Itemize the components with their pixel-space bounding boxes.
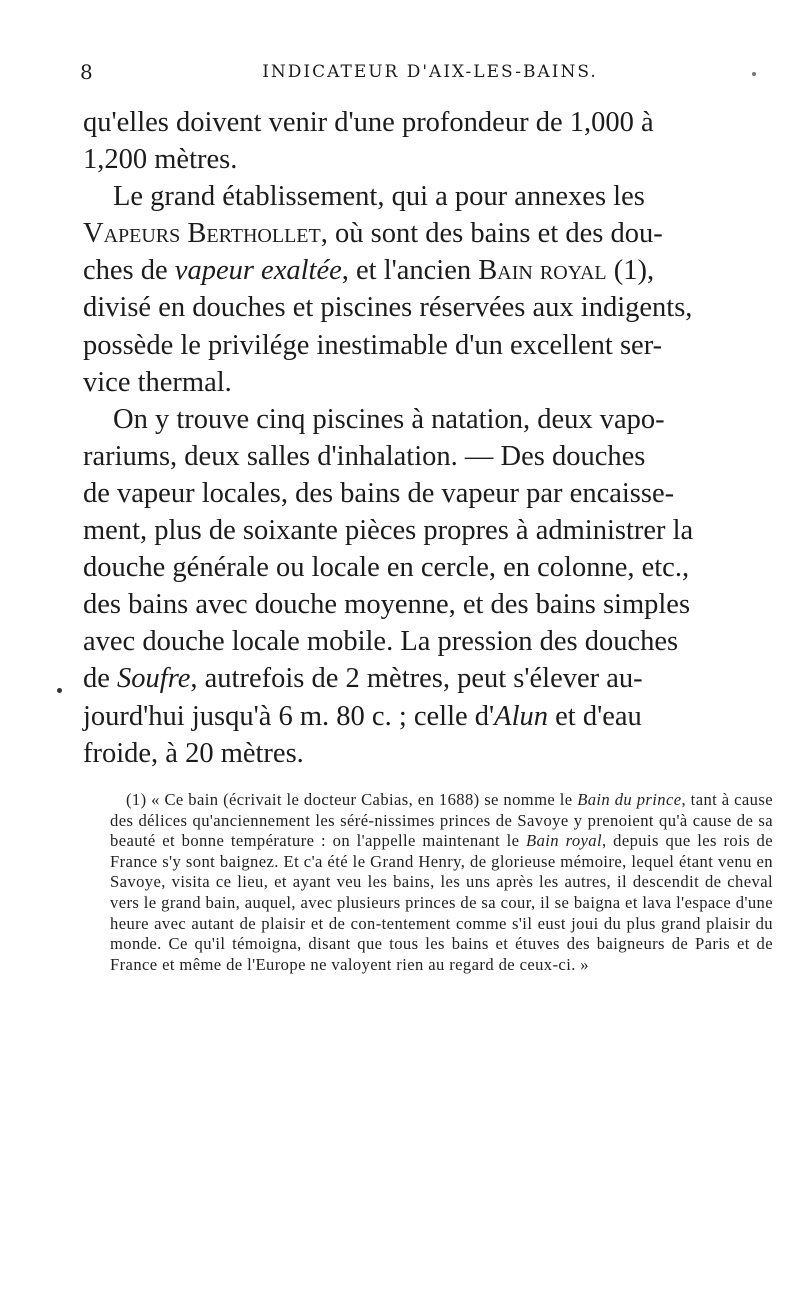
running-head: INDICATEUR D'AIX-LES-BAINS. — [262, 62, 598, 82]
margin-mark — [57, 688, 62, 693]
speck-mark — [752, 72, 756, 76]
paragraph-1: qu'elles doivent venir d'une profondeur de 1,000 à 1,200 mètres. — [83, 107, 654, 176]
main-text — [83, 104, 773, 772]
page-header — [80, 60, 780, 90]
paragraph-3: On y trouve cinq piscines à natation, deux vapo- rariums, deux salles d'inhalation. — Des douches de vapeur locales, des bains de vapeur par encaisse- ment, plus de soixante pièces propres à administrer la douche générale ou locale en cercle, en colonne, etc., des bains avec douche moyenne, et des bains simples avec douche locale mobile. La pression des douches de Soufre, autrefois de 2 mètres, peut s'élever au- jourd'hui jusqu'à 6 m. 80 c. ; celle d'Alun et d'eau froide, à 20 mètres. — [83, 403, 694, 769]
footnote-text: (1) « Ce bain (écrivait le docteur Cabias, en 1688) se nomme le Bain du prince, tant à cause des délices qu'anciennement les séré-nissimes princes de Savoye y prenoient qu'à cause de sa beauté et bonne température : on l'appelle maintenant le Bain royal, depuis que les rois de France s'y sont baignez. Et c'a été le Grand Henry, de glorieuse mémoire, lequel étant venu en Savoye, visita ce lieu, et ayant veu les bains, les uns après les autres, il descendit de cheval vers le grand bain, auquel, avec plusieurs princes de sa cour, il se baigna et lava l'espace d'une heure avec autant de plaisir et de con-tentement comme s'il eust joui du plus grand plaisir du monde. Ce qu'il témoigna, disant que tous les bains et étuves des baigneurs de Paris et de France et même de l'Europe ne valoyent rien au regard de ceux-ci. » — [110, 790, 773, 974]
page-number: 8 — [80, 60, 94, 84]
paragraph-2: Le grand établissement, qui a pour annexes les Vapeurs Berthollet, où sont des bains et des dou- ches de vapeur exaltée, et l'ancien Bain royal (1), divisé en douches et piscines réservées aux indigents, possède le privilége inestimable d'un excellent ser- vice thermal. — [83, 181, 693, 398]
footnote — [110, 790, 773, 975]
